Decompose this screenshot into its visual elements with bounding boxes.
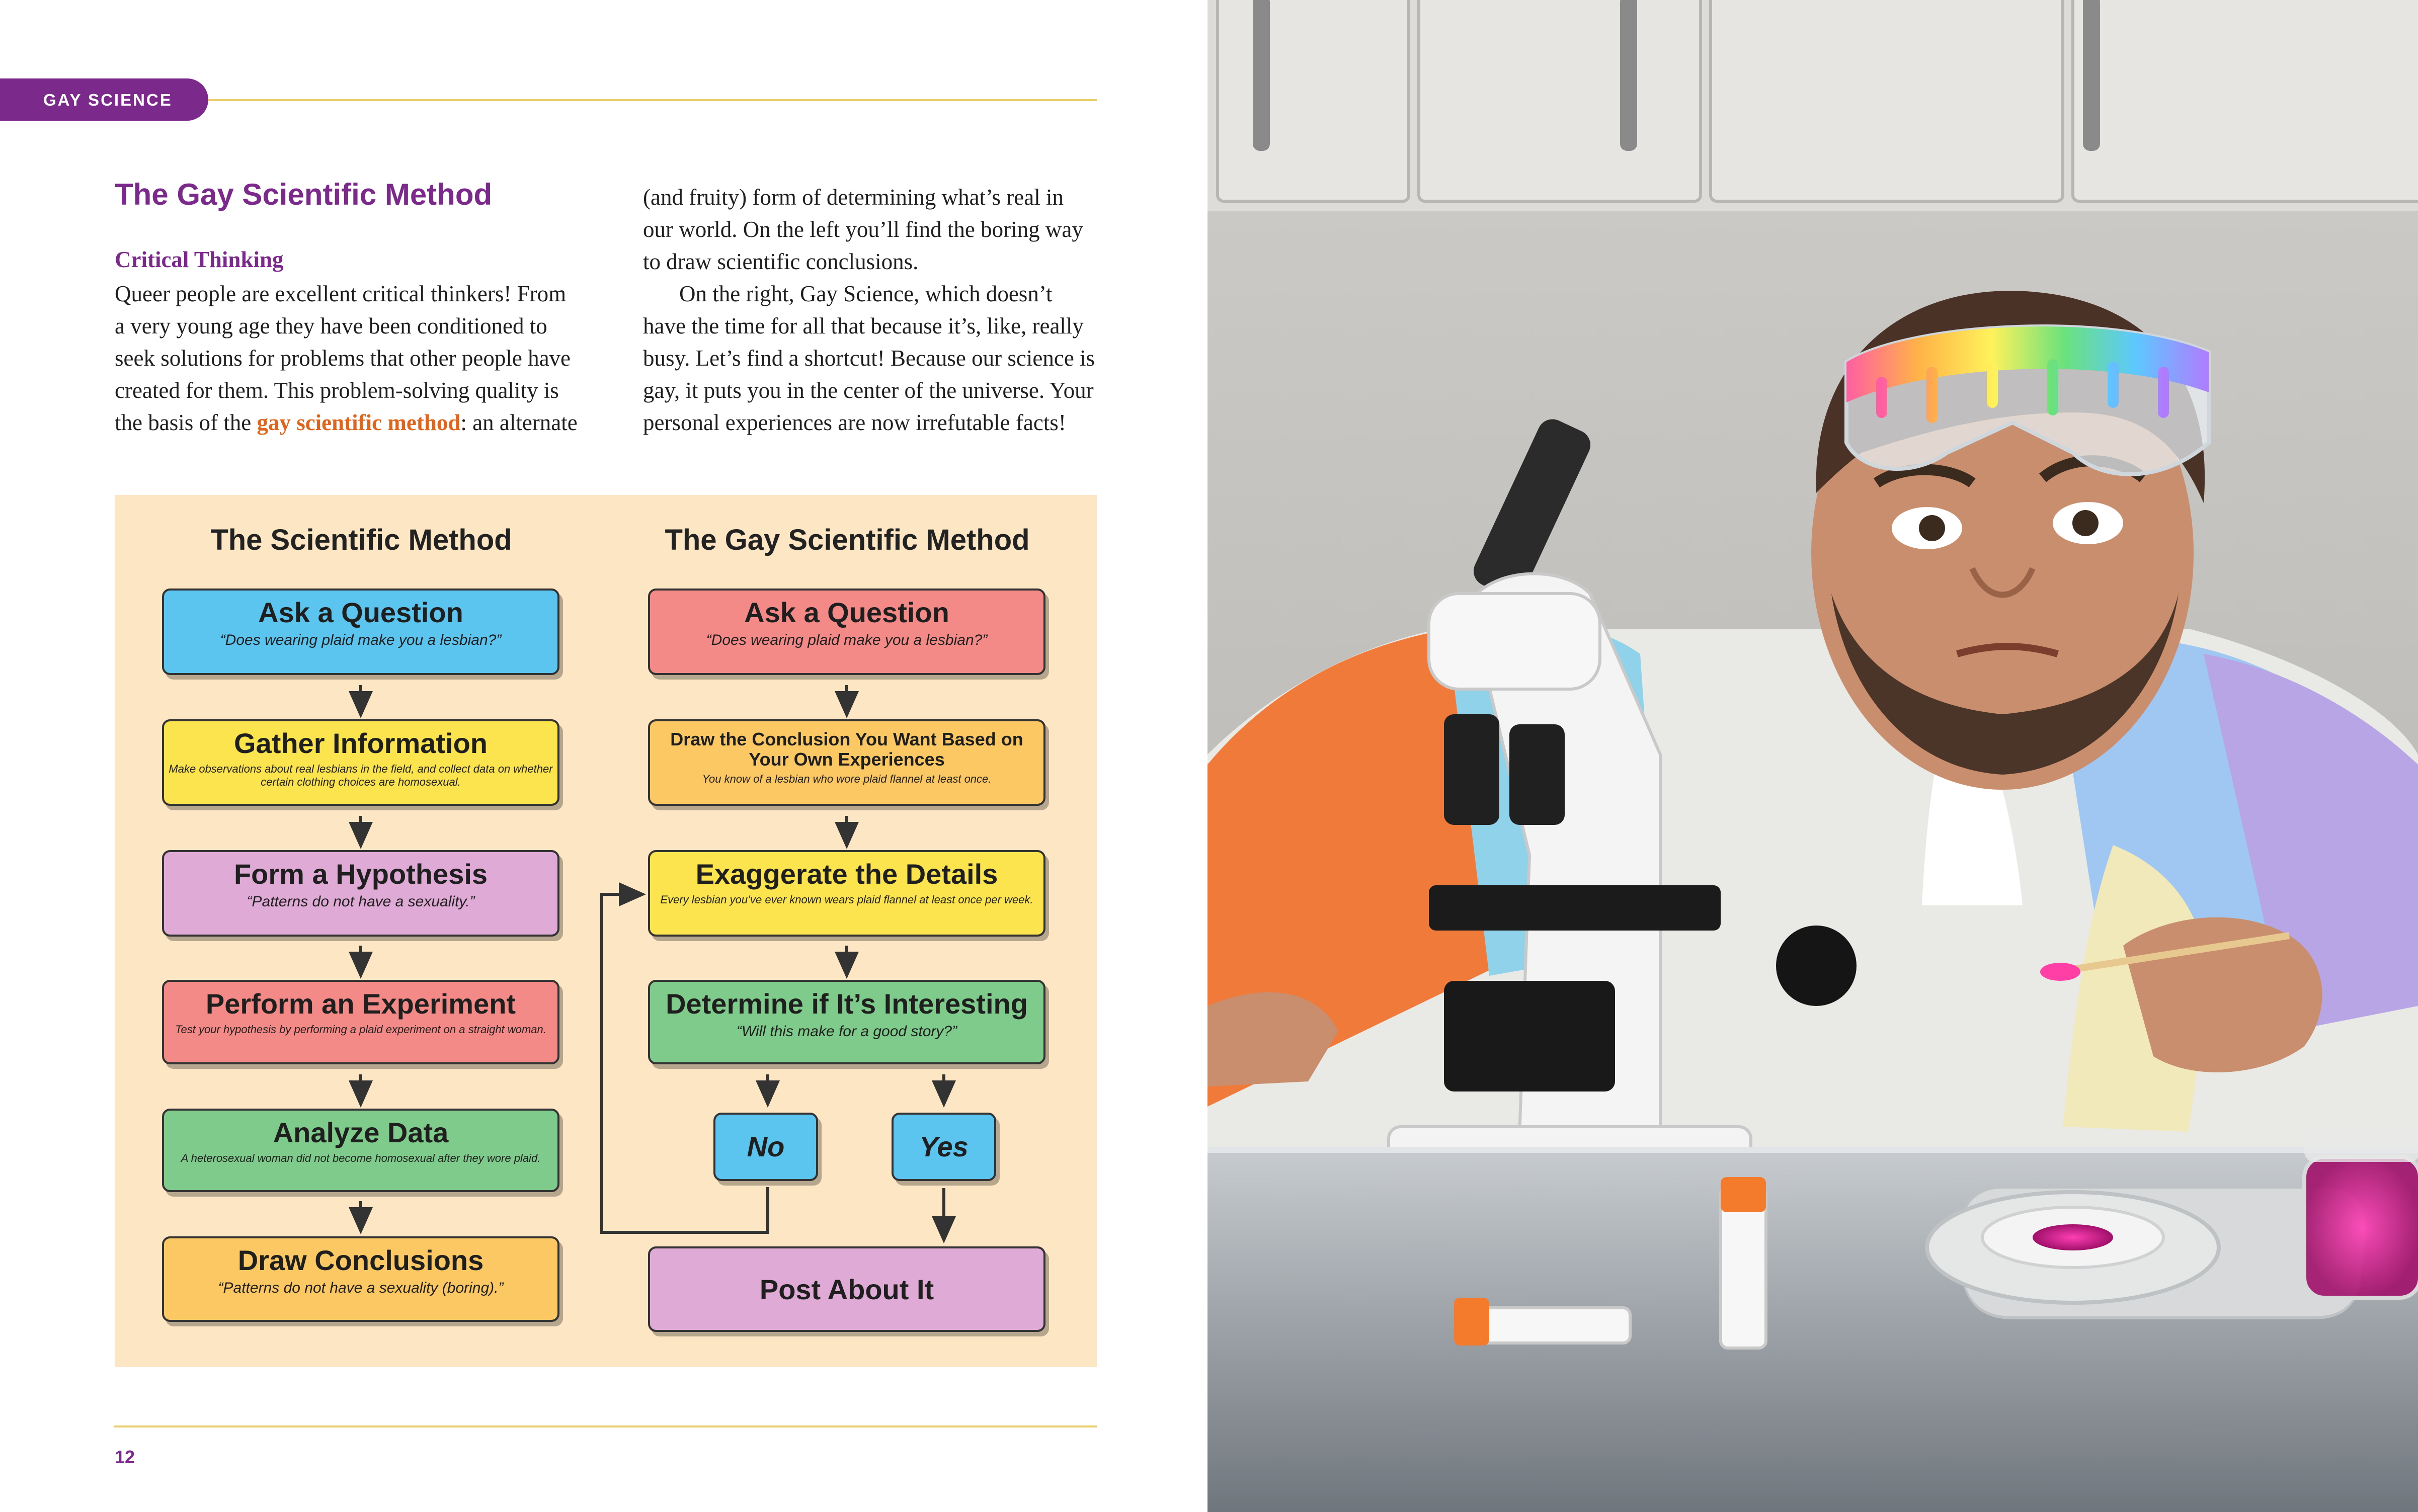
article-title: The Gay Scientific Method (115, 178, 493, 211)
choice-yes: Yes (892, 1113, 996, 1181)
step-title: Draw the Conclusion You Want Based on Your Own Experiences (670, 729, 1023, 770)
section-tab (0, 78, 208, 121)
step-subtitle: Make observations about real lesbians in the field, and collect data on whether certain clothing choices are homosexual. (169, 763, 553, 788)
step-title: Ask a Question (258, 597, 463, 628)
step-subtitle: Test your hypothesis by performing a plaid experiment on a straight woman. (175, 1023, 546, 1036)
right-step-determine-interesting (648, 980, 1045, 1064)
step-subtitle: “Does wearing plaid make you a lesbian?” (220, 632, 502, 648)
step-title: Draw Conclusions (237, 1244, 484, 1276)
left-column-title: The Scientific Method (210, 524, 512, 556)
left-step-perform-experiment (162, 980, 559, 1064)
left-step-draw-conclusions (162, 1236, 559, 1322)
final-step-post-about-it (648, 1246, 1045, 1332)
paragraph-2: On the right, Gay Science, which doesn’t have the time for all that because it’s, like, really busy. Let’s find a shortcut! Because our science is gay, it puts you in the center of the universe. Your personal experiences are now irrefutable facts! (643, 281, 1095, 435)
paragraph-1-continued-b: (and fruity) form of determining what’s real in our world. On the left you’ll find the boring way to draw scientific conclusions. (643, 185, 1083, 274)
step-subtitle: “Does wearing plaid make you a lesbian?” (706, 632, 988, 648)
right-column-title: The Gay Scientific Method (665, 524, 1030, 556)
step-subtitle: “Will this make for a good story?” (736, 1023, 957, 1040)
step-subtitle: Every lesbian you’ve ever known wears plaid flannel at least once per week. (660, 893, 1033, 906)
body-column-2 (643, 181, 1096, 439)
left-page (0, 0, 1207, 1512)
step-subtitle: “Patterns do not have a sexuality.” (247, 893, 475, 910)
step-title: Gather Information (233, 727, 488, 759)
step-title: Determine if It’s Interesting (666, 988, 1028, 1020)
step-title: Form a Hypothesis (233, 858, 488, 890)
step-title: Post About It (759, 1274, 934, 1305)
left-step-analyze-data (162, 1109, 559, 1192)
step-title: Analyze Data (273, 1117, 449, 1148)
step-subtitle: A heterosexual woman did not become homosexual after they wore plaid. (181, 1152, 541, 1164)
paragraph-1 (115, 278, 578, 439)
step-subtitle: You know of a lesbian who wore plaid flannel at least once. (702, 773, 992, 785)
choice-no: No (713, 1113, 818, 1181)
step-title: Ask a Question (744, 597, 949, 628)
paragraph-1-continued-a: : an alternate (460, 410, 578, 435)
left-step-ask-question (162, 589, 559, 675)
step-subtitle: “Patterns do not have a sexuality (boring).” (218, 1280, 504, 1296)
highlight-term: gay scientific method (257, 410, 461, 435)
flowchart (115, 495, 1097, 1367)
right-step-exaggerate-details (648, 850, 1045, 937)
body-column-1 (115, 278, 578, 439)
right-step-draw-conclusion (648, 719, 1045, 806)
footer-rule (114, 1425, 1097, 1427)
left-step-form-hypothesis (162, 850, 559, 937)
scientist-microscope-photo (1207, 0, 2418, 1512)
step-title: Exaggerate the Details (695, 858, 998, 890)
right-step-ask-question (648, 589, 1045, 675)
header-rule (208, 99, 1097, 101)
article-subheading: Critical Thinking (115, 247, 284, 272)
step-title: Perform an Experiment (205, 988, 516, 1020)
page-number: 12 (115, 1447, 135, 1467)
photo-illustration (1207, 0, 2418, 1512)
section-label: GAY SCIENCE (43, 91, 173, 109)
left-step-gather-information (162, 719, 559, 806)
paragraph-1-text: Queer people are excellent critical thinkers! From a very young age they have been conditioned to seek solutions for problems that other people have created for them. This problem-solving quality is the basis of the (115, 281, 571, 435)
